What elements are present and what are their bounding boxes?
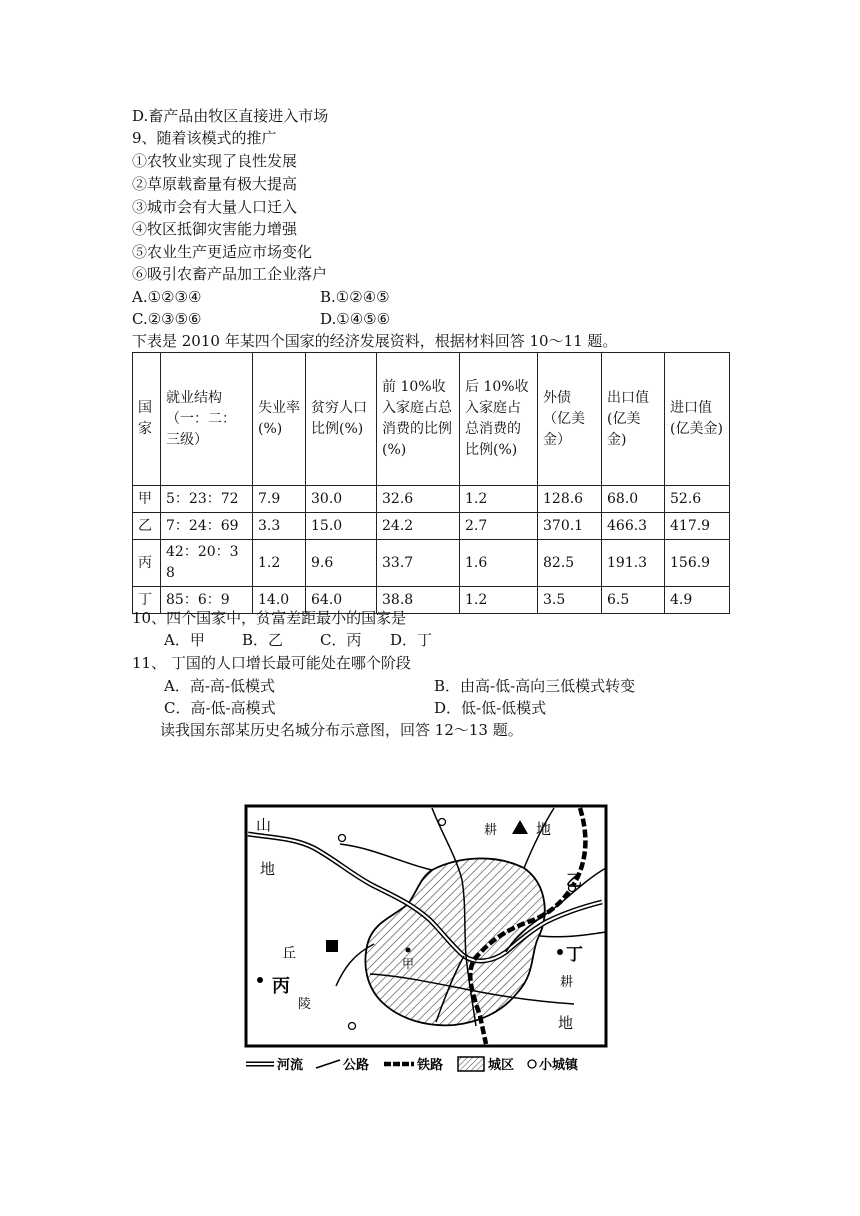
- table-header-cell: 前 10%收入家庭占总消费的比例(%): [377, 353, 460, 486]
- map-label-di: 地: [536, 820, 552, 838]
- table-cell: 30.0: [306, 486, 377, 513]
- table-header-cell: 出口值(亿美金): [602, 353, 665, 486]
- q10-option-b[interactable]: B．乙: [242, 631, 284, 649]
- table-cell: 丙: [133, 540, 161, 587]
- map-label-yi: 乙: [566, 871, 583, 890]
- table-cell: 3.3: [253, 513, 306, 540]
- table-header-row: [133, 353, 730, 486]
- table-cell: 128.6: [538, 486, 602, 513]
- table-cell: 1.2: [253, 540, 306, 587]
- legend-town-label: 小城镇: [539, 1058, 579, 1073]
- q9-option-c[interactable]: C.②③⑤⑥: [132, 310, 202, 328]
- legend-urban-label: 城区: [488, 1058, 515, 1073]
- map-label-di: 地: [260, 860, 276, 878]
- table-cell: 85：6：9: [161, 587, 253, 614]
- legend-urban-icon: [458, 1057, 484, 1071]
- table-cell: 6.5: [602, 587, 665, 614]
- table-cell: 417.9: [665, 513, 730, 540]
- q11-stem: 11、 丁国的人口增长最可能处在哪个阶段: [132, 654, 411, 672]
- table-cell: 64.0: [306, 587, 377, 614]
- table-cell: 52.6: [665, 486, 730, 513]
- table-cell: 丁: [133, 587, 161, 614]
- q11-option-b[interactable]: B．由高-低-高向三低模式转变: [434, 677, 636, 695]
- table-cell: 42：20：38: [161, 540, 253, 587]
- q9-option-d[interactable]: D.①④⑤⑥: [320, 310, 391, 328]
- legend-road-icon: [316, 1060, 340, 1068]
- economy-table: [132, 352, 730, 614]
- map-label-bing: 丙: [272, 976, 290, 997]
- q9-item: ②草原载畜量有极大提高: [132, 175, 298, 193]
- q11-option-a[interactable]: A．高-高-低模式: [164, 677, 275, 695]
- table-cell: 38.8: [377, 587, 460, 614]
- legend-town-icon: [528, 1060, 536, 1068]
- table-cell: 乙: [133, 513, 161, 540]
- q9-option-a[interactable]: A.①②③④: [132, 288, 202, 306]
- q9-item: ⑥吸引农畜产品加工企业落户: [132, 265, 328, 283]
- q10-option-c[interactable]: C．丙: [320, 631, 362, 649]
- table-header-cell: 后 10%收入家庭占总消费的比例(%): [460, 353, 538, 486]
- q9-item: ⑤农业生产更适应市场变化: [132, 243, 313, 261]
- town-dot-ding: [557, 949, 563, 955]
- q9-item: ④牧区抵御灾害能力增强: [132, 220, 298, 238]
- map-label-geng: 耕: [560, 975, 574, 990]
- table-header-cell: 国家: [133, 353, 161, 486]
- table-cell: 7.9: [253, 486, 306, 513]
- map-label-ding: 丁: [566, 945, 583, 965]
- q9-item: ③城市会有大量人口迁入: [132, 198, 298, 216]
- legend-railway-label: 铁路: [417, 1058, 444, 1073]
- q9-item: ①农牧业实现了良性发展: [132, 152, 298, 170]
- landmark-square: [326, 940, 338, 952]
- table-cell: 9.6: [306, 540, 377, 587]
- map-label-qiu: 丘: [282, 946, 296, 962]
- q9-option-b[interactable]: B.①②④⑤: [320, 288, 390, 306]
- table-cell: 24.2: [377, 513, 460, 540]
- map-label-ling: 陵: [298, 997, 312, 1012]
- table-cell: 82.5: [538, 540, 602, 587]
- intro-10-11: 下表是 2010 年某四个国家的经济发展资料，根据材料回答 10～11 题。: [132, 332, 618, 350]
- q11-option-d[interactable]: D．低-低-低模式: [434, 699, 547, 717]
- small-town: [349, 1023, 356, 1030]
- table-header-cell: 就业结构（一：二：三级）: [161, 353, 253, 486]
- map-label-shan: 山: [256, 816, 272, 834]
- table-row: [133, 513, 730, 540]
- q10-stem: 10、四个国家中，贫富差距最小的国家是: [132, 609, 407, 627]
- intro-12-13: 读我国东部某历史名城分布示意图，回答 12～13 题。: [160, 721, 523, 739]
- table-cell: 甲: [133, 486, 161, 513]
- table-cell: 14.0: [253, 587, 306, 614]
- table-row: [133, 486, 730, 513]
- legend-river-label: 河流: [277, 1058, 304, 1073]
- table-cell: 33.7: [377, 540, 460, 587]
- map-label-di: 地: [558, 1014, 574, 1032]
- q11-option-c[interactable]: C．高-低-高模式: [164, 699, 276, 717]
- q8-option-d: D.畜产品由牧区直接进入市场: [132, 107, 329, 125]
- table-cell: 1.2: [460, 587, 538, 614]
- table-header-cell: 失业率(%): [253, 353, 306, 486]
- city-map: [244, 804, 612, 1074]
- map-label-geng: 耕: [484, 823, 498, 838]
- legend-road-label: 公路: [343, 1058, 370, 1073]
- q10-option-d[interactable]: D．丁: [390, 631, 433, 649]
- table-cell: 7：24：69: [161, 513, 253, 540]
- q9-stem: 9、随着该模式的推广: [132, 129, 277, 147]
- town-dot-jia: [406, 948, 411, 953]
- table-cell: 68.0: [602, 486, 665, 513]
- table-header-cell: 外债（亿美金）: [538, 353, 602, 486]
- town-dot-bing: [257, 977, 263, 983]
- table-cell: 4.9: [665, 587, 730, 614]
- table-cell: 2.7: [460, 513, 538, 540]
- small-town: [339, 835, 346, 842]
- city-map-svg: [244, 804, 612, 1049]
- table-cell: 1.2: [460, 486, 538, 513]
- table-cell: 370.1: [538, 513, 602, 540]
- q10-option-a[interactable]: A．甲: [164, 631, 205, 649]
- table-cell: 156.9: [665, 540, 730, 587]
- table-cell: 15.0: [306, 513, 377, 540]
- table-cell: 32.6: [377, 486, 460, 513]
- table-cell: 191.3: [602, 540, 665, 587]
- map-label-jia: 甲: [402, 957, 415, 971]
- table-cell: 466.3: [602, 513, 665, 540]
- small-town: [439, 819, 446, 826]
- table-header-cell: 进口值(亿美金): [665, 353, 730, 486]
- map-legend: [244, 1054, 616, 1074]
- table-cell: 3.5: [538, 587, 602, 614]
- table-header-cell: 贫穷人口比例(%): [306, 353, 377, 486]
- table-cell: 5：23：72: [161, 486, 253, 513]
- table-cell: 1.6: [460, 540, 538, 587]
- table-row: [133, 540, 730, 587]
